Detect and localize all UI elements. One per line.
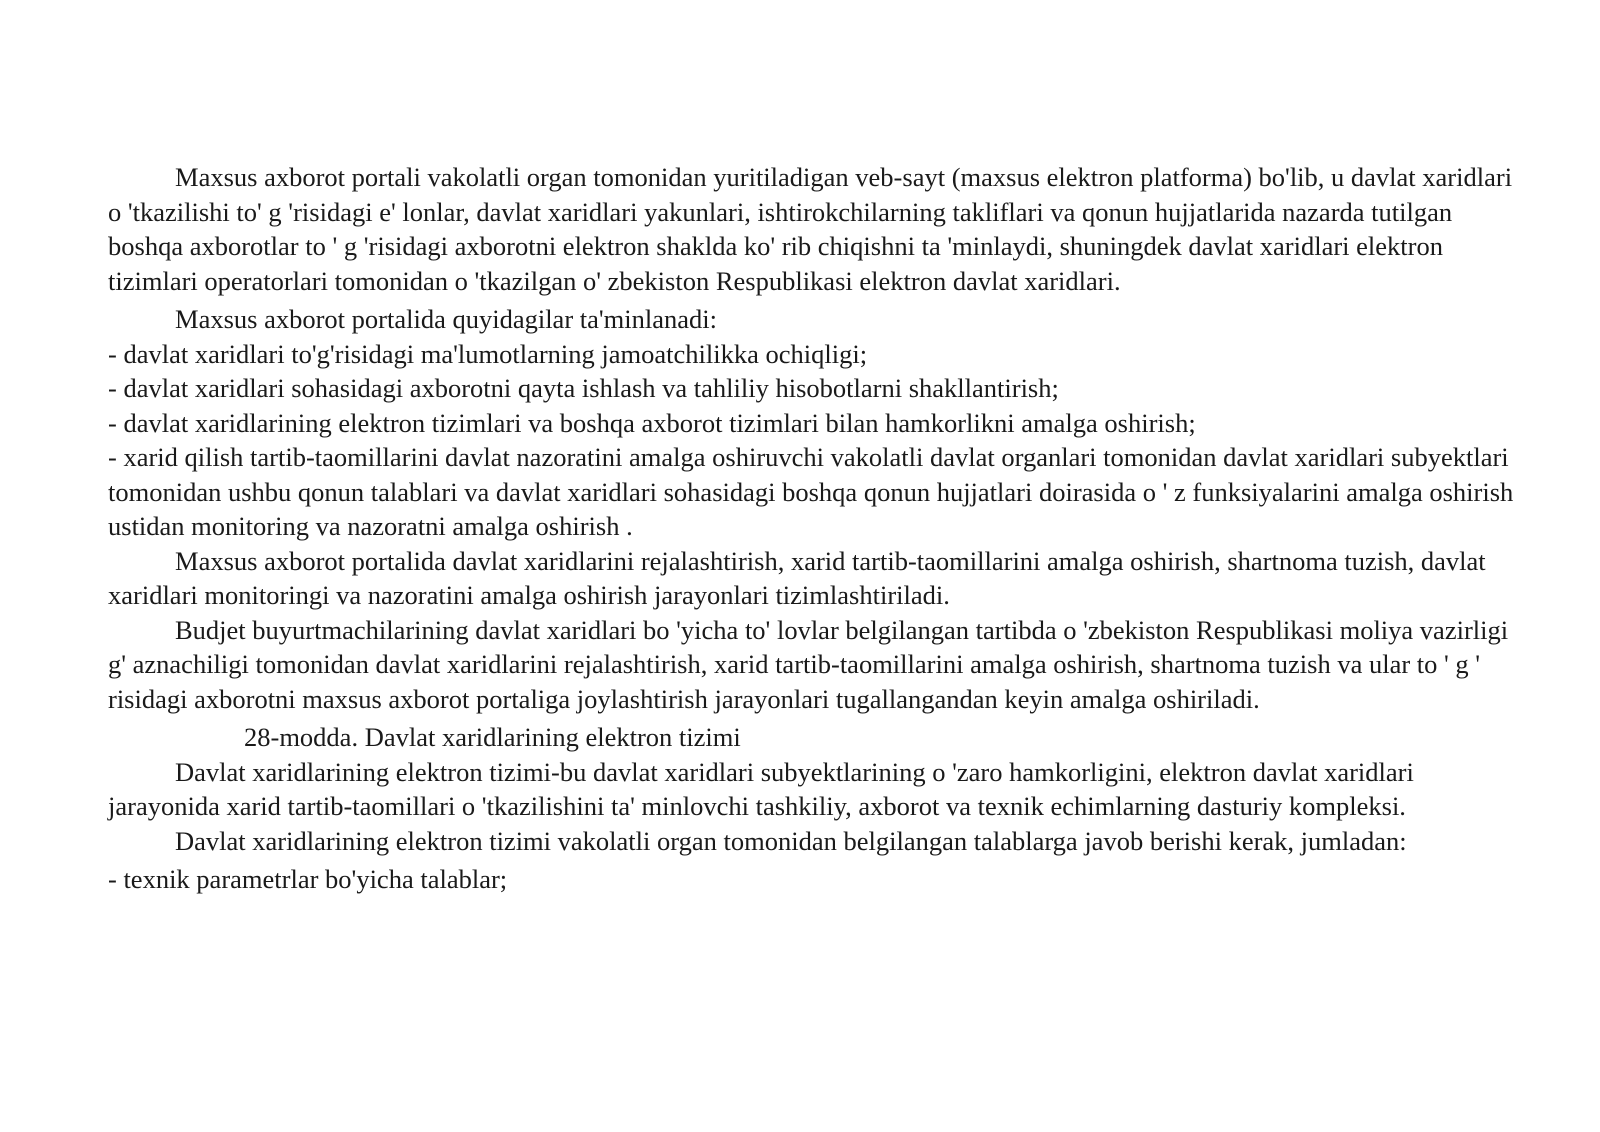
paragraph-electronic-system-requirements: Davlat xaridlarining elektron tizimi vakolatli organ tomonidan belgilangan talablarga javob berishi kerak, jumladan: xyxy=(175,825,1407,856)
paragraph-electronic-system-definition: Davlat xaridlarining elektron tizimi-bu davlat xaridlari subyektlarining o 'zaro hamkorligini, elektron davlat xaridlari jarayonida xarid tartib-taomillari o 'tkazilishini ta' minlovchi tashkiliy, axborot va texnik echimlarning dasturiy kompleksi. xyxy=(108,756,1414,821)
requirements-list xyxy=(108,862,1528,897)
paragraph-portal-systematization: Maxsus axborot portalida davlat xaridlarini rejalashtirish, xarid tartib-taomillarini amalga oshirish, shartnoma tuzish, davlat xaridlari monitoringi va nazoratini amalga oshirish jarayonlari tizimlashtiriladi. xyxy=(108,545,1486,610)
paragraph-portal-definition: Maxsus axborot portali vakolatli organ tomonidan yuritiladigan veb-sayt (maxsus elektron platforma) bo'lib, u davlat xaridlari o 'tkazilishi to' g 'risidagi e' lonlar, davlat xaridlari yakunlari, ishtirokchilarning takliflari va qonun hujjatlarida nazarda tutilgan boshqa axborotlar to ' g 'risidagi axborotni elektron shaklda ko' rib chiqishni ta 'minlaydi, shuningdek davlat xaridlari elektron tizimlari operatorlari tomonidan o 'tkazilgan o' zbekiston Respublikasi elektron davlat xaridlari. xyxy=(108,162,1513,296)
document-page xyxy=(108,160,1528,897)
portal-features-list xyxy=(108,337,1528,544)
list-item: - davlat xaridlari sohasidagi axborotni qayta ishlash va tahliliy hisobotlarni shakllantirish; xyxy=(108,373,1059,403)
list-item: - xarid qilish tartib-taomillarini davlat nazoratini amalga oshiruvchi vakolatli davlat organlari tomonidan davlat xaridlari subyektlari tomonidan ushbu qonun talablari va davlat xaridlari sohasidagi boshqa qonun hujjatlari doirasida o ' z funksiyalarini amalga oshirish ustidan monitoring va nazoratni amalga oshirish . xyxy=(108,442,1514,541)
list-item: - davlat xaridlarining elektron tizimlari va boshqa axborot tizimlari bilan hamkorlikni amalga oshirish; xyxy=(108,407,1196,438)
article-heading: 28-modda. Davlat xaridlarining elektron tizimi xyxy=(244,722,741,752)
paragraph-portal-provides: Maxsus axborot portalida quyidagilar ta'minlanadi: xyxy=(175,304,718,334)
list-item: - texnik parametrlar bo'yicha talablar; xyxy=(108,864,508,894)
paragraph-budget-payments: Budjet buyurtmachilarining davlat xaridlari bo 'yicha to' lovlar belgilangan tartibda o 'zbekiston Respublikasi moliya vazirligi g' aznachiligi tomonidan davlat xaridlarini rejalashtirish, xarid tartib-taomillarini amalga oshirish, shartnoma tuzish va ular to ' g ' risidagi axborotni maxsus axborot portaliga joylashtirish jarayonlari tugallangandan keyin amalga oshiriladi. xyxy=(108,614,1509,714)
list-item: - davlat xaridlari to'g'risidagi ma'lumotlarning jamoatchilikka ochiqligi; xyxy=(108,338,868,369)
